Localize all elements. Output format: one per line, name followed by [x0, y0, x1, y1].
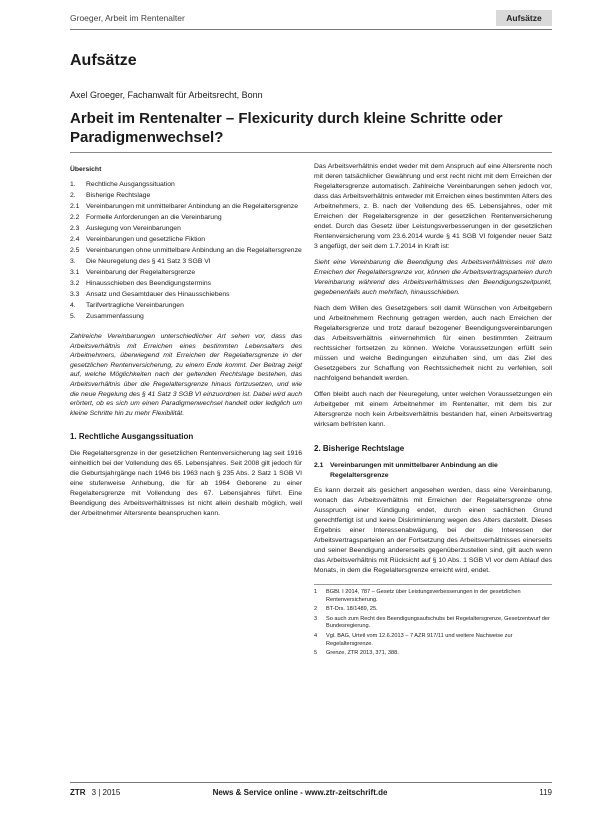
toc-num: 5.	[70, 313, 76, 320]
toc-text: Bisherige Rechtslage	[86, 192, 151, 199]
toc-text: Zusammenfassung	[86, 313, 144, 320]
footnote-text: Vgl. BAG, Urteil vom 12.6.2013 – 7 AZR 917/11 und weitere Nachweise zur Regelaltersgrenze.	[326, 632, 513, 647]
footnote-number: 2	[314, 606, 318, 613]
toc-item	[70, 246, 302, 256]
toc-text: Vereinbarung der Regelaltersgrenze	[86, 269, 196, 276]
section-1-paragraph: Die Regelaltersgrenze in der gesetzlichen Rentenversicherung lag seit 1916 einheitlich bei der Vollendung des 65. Lebensjahres. Seit 2008 gilt jedoch für die Geburtsjahrgänge nach 1946 bis 1963 nach § 235 Abs. 2 Satz 1 SGB VI eine stufenweise Anhebung, die für ab 1964 Geborene zu einer Regelaltersgrenze mit Vollendung des 67. Lebensjahres führt. Eine Beendigung des Arbeitsverhältnisses ist nicht allein deshalb möglich, weil der Arbeitnehmer Altersrente beanspruchen kann.	[70, 450, 302, 518]
footnote-text: BGBl. I 2014, 787 – Gesetz über Leistungsverbesserungen in der gesetzlichen Rentenversicherung.	[326, 589, 521, 603]
toc-num: 3.1	[70, 269, 80, 276]
statute-quote: Sieht eine Vereinbarung die Beendigung des Arbeitsverhältnisses mit dem Erreichen der Regelaltersgrenze vor, können die Arbeitsvertragsparteien durch Vereinbarung während des Arbeitsverhältnisses den Beendigungszeitpunkt, gegebenenfalls auch mehrfach, hinausschieben.	[314, 259, 552, 296]
left-column	[70, 162, 302, 525]
footnote	[314, 650, 552, 658]
toc-text: Auslegung von Vereinbarungen	[86, 225, 181, 232]
footnote	[314, 616, 552, 631]
toc-item	[70, 224, 302, 234]
footnote-number: 5	[314, 650, 318, 657]
toc-item	[70, 257, 302, 267]
toc-text: Vereinbarungen mit unmittelbarer Anbindung an die Regelaltersgrenze	[86, 203, 298, 210]
footnote	[314, 633, 552, 648]
toc-num: 3.	[70, 258, 76, 265]
toc-text: Die Neuregelung des § 41 Satz 3 SGB VI	[86, 258, 211, 265]
footnote-number: 4	[314, 632, 318, 639]
toc-num: 3.2	[70, 280, 80, 287]
toc-text: Rechtliche Ausgangssituation	[86, 181, 175, 188]
footer-website: News & Service online - www.ztr-zeitschrift.de	[212, 788, 388, 797]
section-2-heading: 2. Bisherige Rechtslage	[314, 444, 405, 453]
toc-item	[70, 202, 302, 212]
toc-num: 3.3	[70, 291, 80, 298]
toc-text: Vereinbarungen und gesetzliche Fiktion	[86, 236, 206, 243]
issue-number: 3 | 2015	[91, 788, 121, 797]
toc-num: 2.4	[70, 236, 80, 243]
section-heading: Aufsätze	[70, 52, 137, 69]
right-paragraph-1: Das Arbeitsverhältnis endet weder mit dem Anspruch auf eine Altersrente noch mit deren tatsächlicher Gewährung und erst recht nicht mit dem Erreichen der Regelaltersgrenze automatisch. Zahlreiche Vereinbarungen sehen jedoch vor, dass das Arbeitsverhältnis entweder mit Erreichen eines bestimmten Alters des Arbeitnehmers, z. B. nach der Vollendung des 65. Lebensjahres, oder mit Erreichen der Regelaltersgrenze in der gesetzlichen Rentenversicherung endet. Durch das Gesetz über Leistungsverbesserungen in der gesetzlichen Rentenversicherung vom 23.6.2014 wurde § 41 SGB VI folgender neuer Satz 3 angefügt, der seit dem 1.7.2014 in Kraft ist:	[314, 163, 552, 250]
toc-num: 2.	[70, 192, 76, 199]
toc-item	[70, 213, 302, 223]
footnote-number: 3	[314, 615, 318, 622]
toc-num: 2.5	[70, 247, 80, 254]
article-title: Arbeit im Rentenalter – Flexicurity durch kleine Schritte oder Paradigmenwechsel?	[70, 110, 503, 146]
toc-item	[70, 235, 302, 245]
toc-num: 2.2	[70, 214, 80, 221]
footnote-text: BT-Drs. 18/1489, 25.	[326, 606, 378, 613]
top-rule	[70, 29, 552, 30]
toc-text: Hinausschieben des Beendigungstermins	[86, 280, 212, 287]
right-paragraph-2: Nach dem Willen des Gesetzgebers soll damit Wünschen von Arbeitgebern und Arbeitnehmern Rechnung getragen werden, auch nach Erreichen der Regelaltersgrenze und trotz darauf bezogener Beendigungsvereinbarungen das Arbeitsverhältnis einvernehmlich für einen bestimmten Zeitraum rechtssicher fortsetzen zu können. Welche Voraussetzungen erfüllt sein müssen und welche Bedingungen einzuhalten sind, um das Ziel des Gesetzgebers zur Schaffung von Rechtssicherheit nicht zu verfehlen, soll nachfolgend behandelt werden.	[314, 305, 552, 382]
subsection-number: 2.1	[314, 462, 324, 469]
author-line: Axel Groeger, Fachanwalt für Arbeitsrecht, Bonn	[70, 90, 263, 100]
right-paragraph-4: Es kann derzeit als gesichert angesehen werden, dass eine Vereinbarung, wonach das Arbeitsverhältnis mit Erreichen der Regelaltersgrenze ohne Ausspruch einer Kündigung endet, durch einen sachlichen Grund gerechtfertigt ist und keine Diskriminierung wegen des Alters darstellt. Dieses Ergebnis einer Interessenabwägung, bei der die Interessen der Arbeitsvertragsparteien an der Fortsetzung des Arbeitsverhältnisses einerseits und seiner Beendigung andererseits gegenüberzustellen sind, gilt auch wenn das Arbeitsverhältnis mit Rücksicht auf § 10 Abs. 1 SGB VI vor dem Ablauf des Monats, in dem die Regelaltersgrenze erreicht wird, endet.	[314, 487, 552, 574]
footnotes	[314, 584, 552, 658]
abstract: Zahlreiche Vereinbarungen unterschiedlicher Art sehen vor, dass das Arbeitsverhältnis mit Erreichen eines bestimmten Lebensalters des Arbeitnehmers, überwiegend mit Erreichen der Regelaltersgrenze in der gesetzlichen Rentenversicherung, zu einem Ende kommt. Der Beitrag zeigt auf, welche Möglichkeiten nach der geltenden Rechtslage bestehen, das Arbeitsverhältnis über die Regelaltersgrenze hinaus fortzusetzen, und wie die neue Regelung des § 41 Satz 3 SGB VI einzuordnen ist. Dabei wird auch erörtert, ob es sich um einen Paradigmenwechsel handelt oder lediglich um kleine Schritte hin zu mehr Flexibilität.	[70, 333, 302, 417]
toc-text: Formelle Anforderungen an die Vereinbarung	[86, 214, 222, 221]
subsection-2-1-heading	[314, 461, 552, 481]
toc-item	[70, 290, 302, 300]
toc-num: 2.1	[70, 203, 80, 210]
footnote-number: 1	[314, 589, 318, 595]
toc-num: 4.	[70, 302, 76, 309]
toc-text: Ansatz und Gesamtdauer des Hinausschiebens	[86, 291, 230, 298]
subsection-title: Vereinbarungen mit unmittelbarer Anbindung an die Regelaltersgrenze	[330, 462, 498, 479]
journal-abbreviation: ZTR	[70, 788, 86, 797]
footnote	[314, 606, 552, 614]
toc-text: Vereinbarungen ohne unmittelbare Anbindung an die Regelaltersgrenze	[86, 247, 302, 254]
bottom-rule	[70, 782, 552, 783]
footnote	[314, 589, 552, 604]
footnote-text: Grenze, ZTR 2013, 371, 388.	[326, 650, 399, 657]
toc-item	[70, 191, 302, 201]
toc-list	[70, 180, 302, 322]
footnote-text: So auch zum Recht des Beendigungsaufschubs bei Regelaltersgrenze, Gesetzentwurf der Bundesregierung.	[326, 615, 550, 630]
right-column	[314, 162, 552, 660]
toc-num: 2.3	[70, 225, 80, 232]
toc-item	[70, 279, 302, 289]
running-head: Groeger, Arbeit im Rentenalter	[70, 13, 185, 23]
right-paragraph-3: Offen bleibt auch nach der Neuregelung, unter welchen Voraussetzungen ein Arbeitgeber mit einem Arbeitnehmer im Rentenalter, mit dem bis zur Altersgrenze noch kein Arbeitsverhältnis bestanden hat, einen Arbeitsvertrag wirksam befristen kann.	[314, 391, 552, 428]
page-number: 119	[539, 788, 552, 797]
toc-item	[70, 301, 302, 311]
toc-item	[70, 312, 302, 322]
section-tag: Aufsätze	[496, 10, 552, 26]
toc-label: Übersicht	[70, 166, 102, 173]
toc-text: Tarifvertragliche Vereinbarungen	[86, 302, 184, 309]
toc-num: 1.	[70, 181, 76, 188]
toc-item	[70, 180, 302, 190]
section-1-heading: 1. Rechtliche Ausgangssituation	[70, 432, 194, 442]
title-rule	[70, 152, 552, 153]
toc-item	[70, 268, 302, 278]
